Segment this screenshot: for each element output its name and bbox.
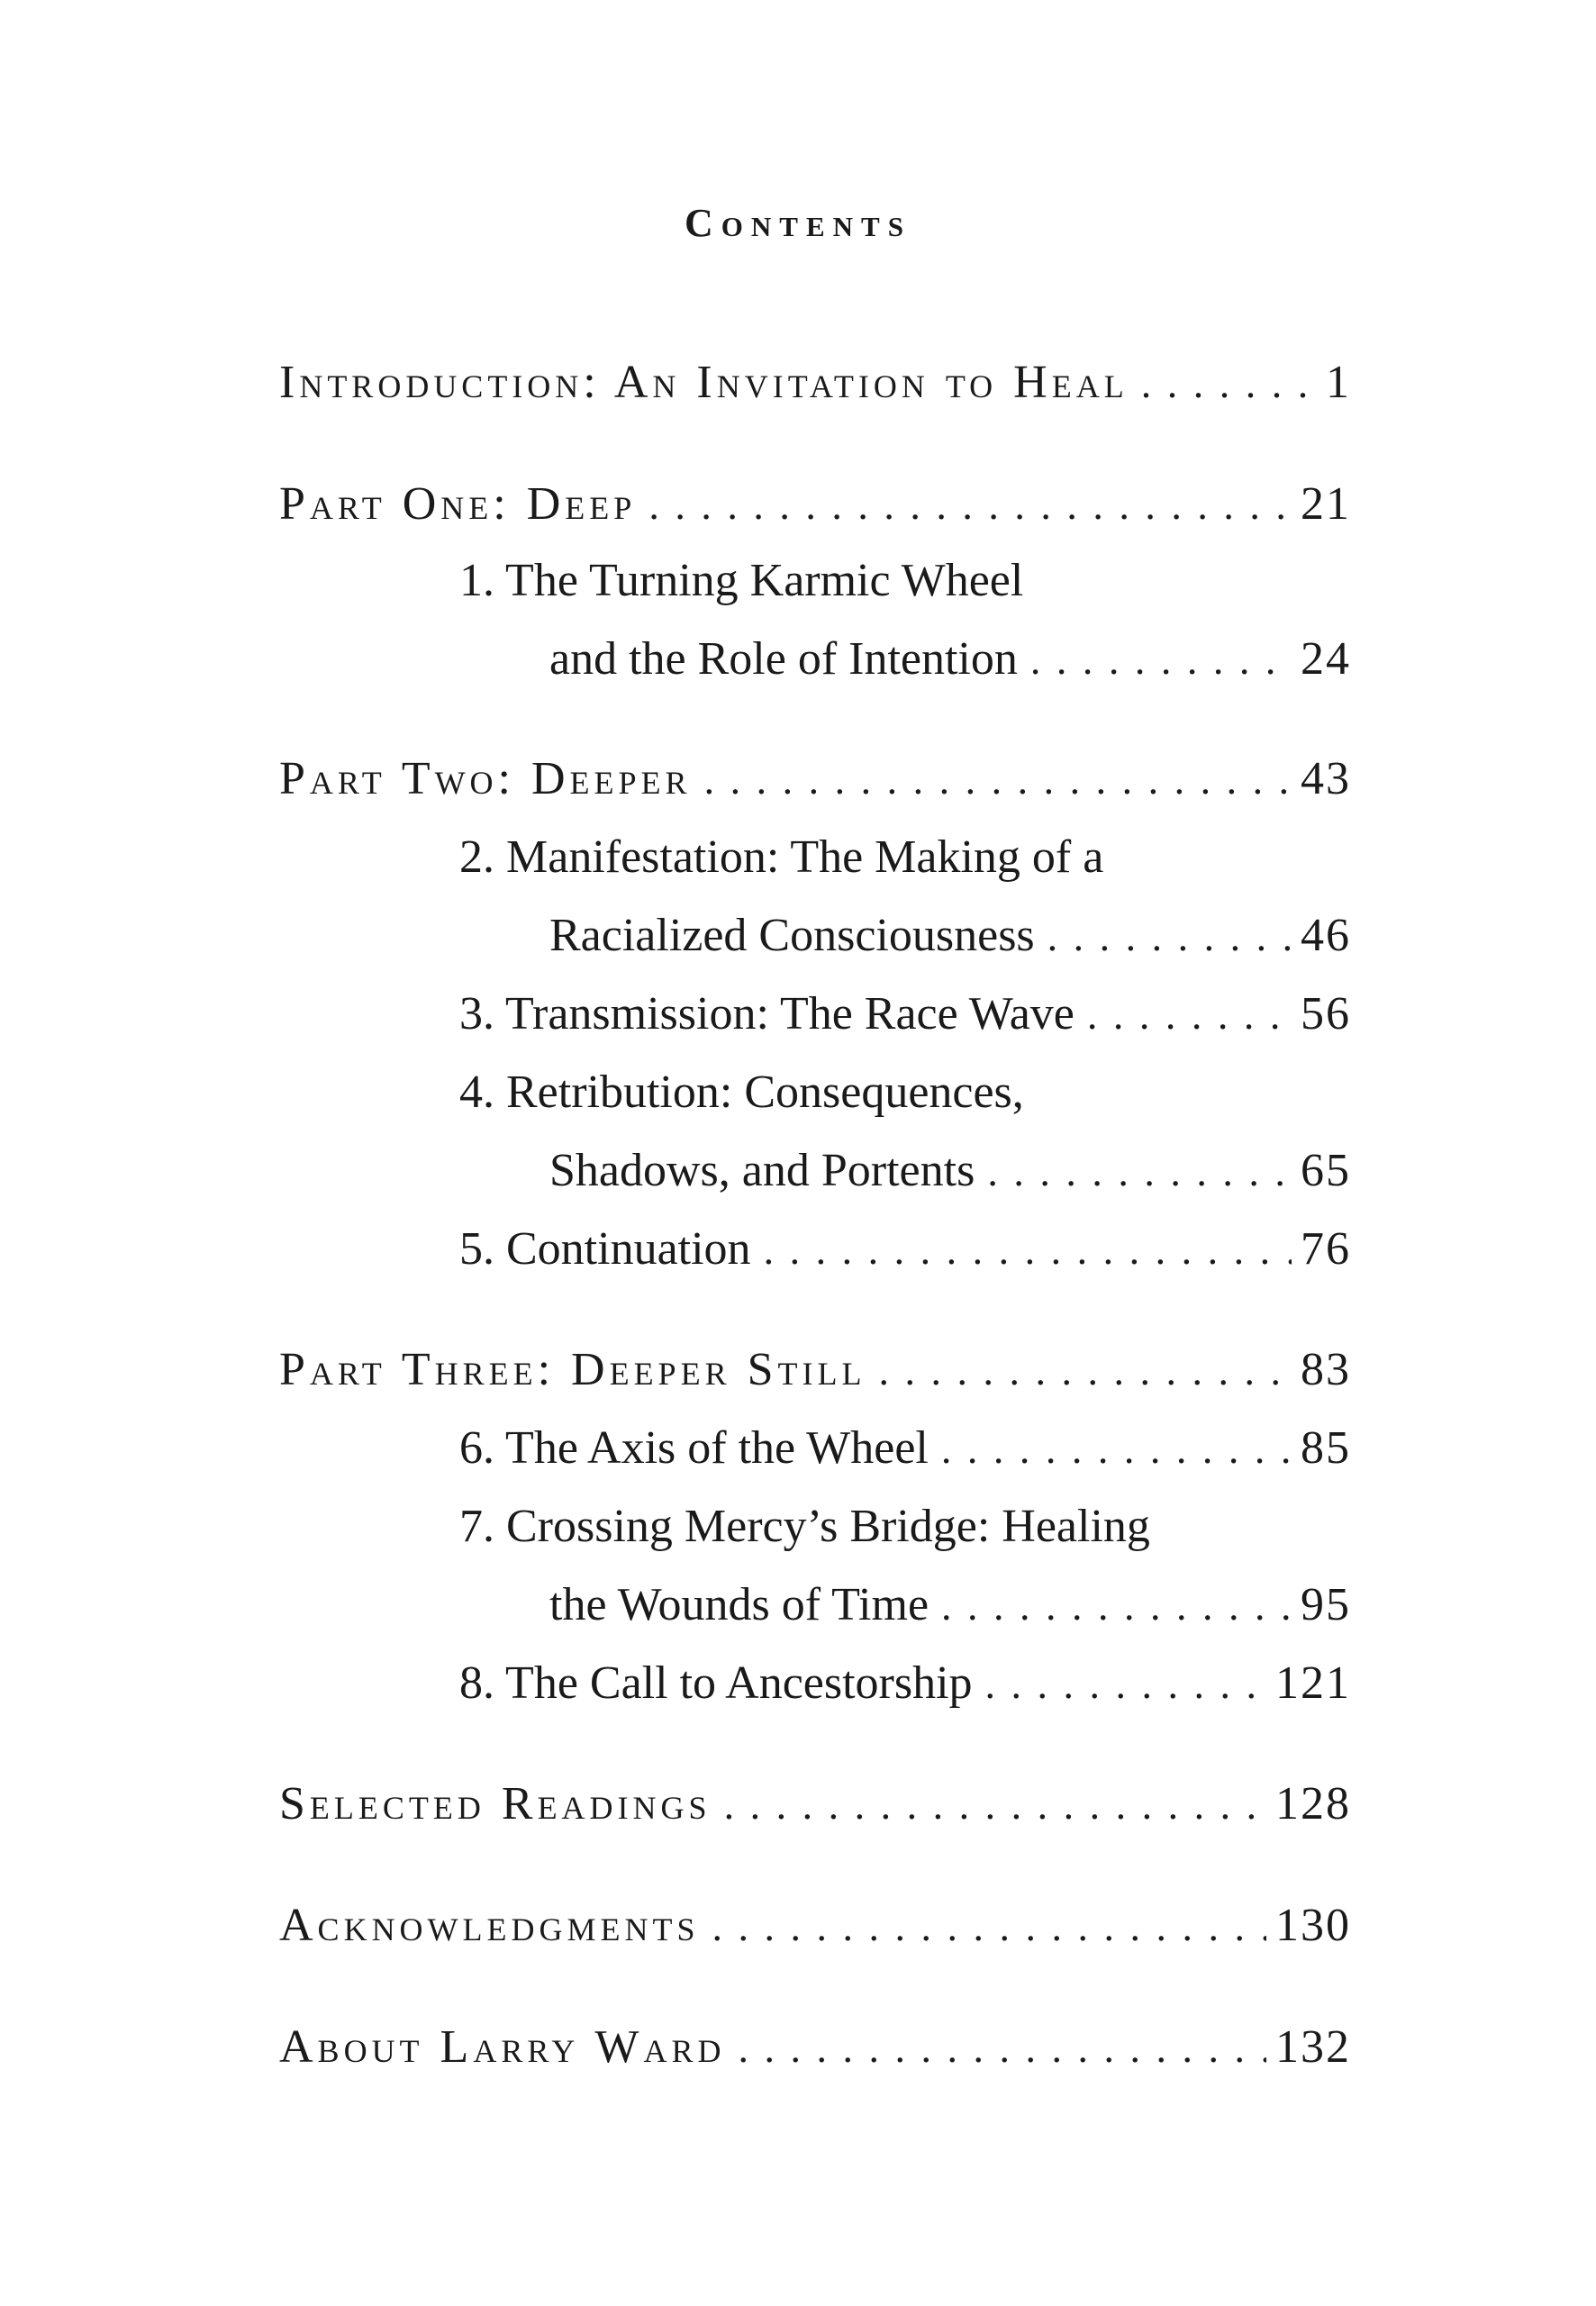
dot-leader (712, 1895, 1266, 1958)
toc-entry-page: 56 (1301, 988, 1351, 1040)
toc-entry-page: 83 (1301, 1344, 1351, 1395)
contents-heading: Contents (685, 201, 911, 245)
toc-entry-page: 65 (1301, 1145, 1351, 1196)
toc-entry-chapter-2-line-1[interactable] (459, 826, 1351, 889)
toc-entry-label: 7. Crossing Mercy’s Bridge: Healing (459, 1501, 1150, 1552)
toc-entry-label: Selected Readings (279, 1778, 712, 1829)
toc-entry-page: 1 (1326, 357, 1351, 408)
toc-entry-page: 85 (1301, 1422, 1351, 1474)
toc-entry-label: Introduction: An Invitation to Heal (279, 357, 1129, 408)
toc-entry-page: 121 (1275, 1657, 1351, 1709)
toc-entry-page: 130 (1275, 1900, 1351, 1951)
toc-entry-page: 24 (1301, 633, 1351, 685)
toc-entry-chapter-7-line-1[interactable] (459, 1495, 1351, 1558)
toc-entry-label: 1. The Turning Karmic Wheel (459, 555, 1024, 606)
toc-entry-introduction[interactable] (279, 351, 1351, 415)
toc-entry-page: 76 (1301, 1223, 1351, 1275)
dot-leader (704, 749, 1292, 812)
dot-leader (648, 474, 1292, 537)
dot-leader (1087, 984, 1292, 1047)
toc-entry-label: Part Two: Deeper (279, 753, 692, 804)
toc-entry-label: Acknowledgments (279, 1900, 700, 1951)
toc-entry-about-author[interactable] (279, 2016, 1351, 2080)
dot-leader (764, 1219, 1292, 1282)
dot-leader (987, 1140, 1292, 1203)
toc-entry-label: 6. The Axis of the Wheel (459, 1422, 929, 1474)
toc-entry-label: 2. Manifestation: The Making of a (459, 831, 1104, 883)
dot-leader (1030, 629, 1292, 692)
toc-entry-label: 8. The Call to Ancestorship (459, 1657, 973, 1709)
toc-entry-selected-readings[interactable] (279, 1773, 1351, 1837)
toc-entry-chapter-4-line-1[interactable] (459, 1061, 1351, 1124)
toc-entry-page: 95 (1301, 1579, 1351, 1630)
dot-leader (739, 2017, 1267, 2080)
toc-entry-chapter-4-line-2[interactable] (549, 1139, 1351, 1203)
toc-entry-label: Shadows, and Portents (549, 1145, 975, 1196)
toc-entry-chapter-3[interactable] (459, 983, 1351, 1047)
toc-entry-chapter-8[interactable] (459, 1652, 1351, 1716)
dot-leader (941, 1418, 1292, 1481)
toc-entry-chapter-7-line-2[interactable] (549, 1574, 1351, 1638)
toc-entry-page: 43 (1301, 753, 1351, 804)
toc-entry-label: Part Three: Deeper Still (279, 1344, 866, 1395)
toc-entry-chapter-2-line-2[interactable] (549, 904, 1351, 968)
dot-leader (1047, 905, 1292, 968)
toc-entry-page: 21 (1301, 478, 1351, 530)
toc-entry-page: 46 (1301, 910, 1351, 961)
toc-entry-chapter-1-line-1[interactable] (459, 549, 1351, 613)
toc-entry-label: 3. Transmission: The Race Wave (459, 988, 1075, 1040)
toc-entry-chapter-1-line-2[interactable] (549, 628, 1351, 692)
toc-entry-label: Racialized Consciousness (549, 910, 1035, 961)
dot-leader (985, 1653, 1266, 1716)
toc-entry-label: the Wounds of Time (549, 1579, 929, 1630)
toc-entry-label: and the Role of Intention (549, 633, 1018, 685)
toc-entry-label: 4. Retribution: Consequences, (459, 1067, 1024, 1118)
toc-entry-page: 132 (1275, 2021, 1351, 2073)
dot-leader (1141, 352, 1317, 415)
dot-leader (878, 1339, 1292, 1403)
toc-entry-label: About Larry Ward (279, 2021, 726, 2073)
toc-entry-part-three[interactable] (279, 1339, 1351, 1403)
dot-leader (724, 1774, 1266, 1837)
toc-entry-part-one[interactable] (279, 473, 1351, 537)
toc-entry-chapter-5[interactable] (459, 1218, 1351, 1282)
toc-entry-chapter-6[interactable] (459, 1417, 1351, 1481)
toc-entry-label: Part One: Deep (279, 478, 637, 530)
toc-entry-part-two[interactable] (279, 748, 1351, 812)
toc-entry-page: 128 (1275, 1778, 1351, 1829)
toc-entry-label: 5. Continuation (459, 1223, 751, 1275)
toc-entry-acknowledgments[interactable] (279, 1894, 1351, 1958)
dot-leader (941, 1575, 1292, 1638)
